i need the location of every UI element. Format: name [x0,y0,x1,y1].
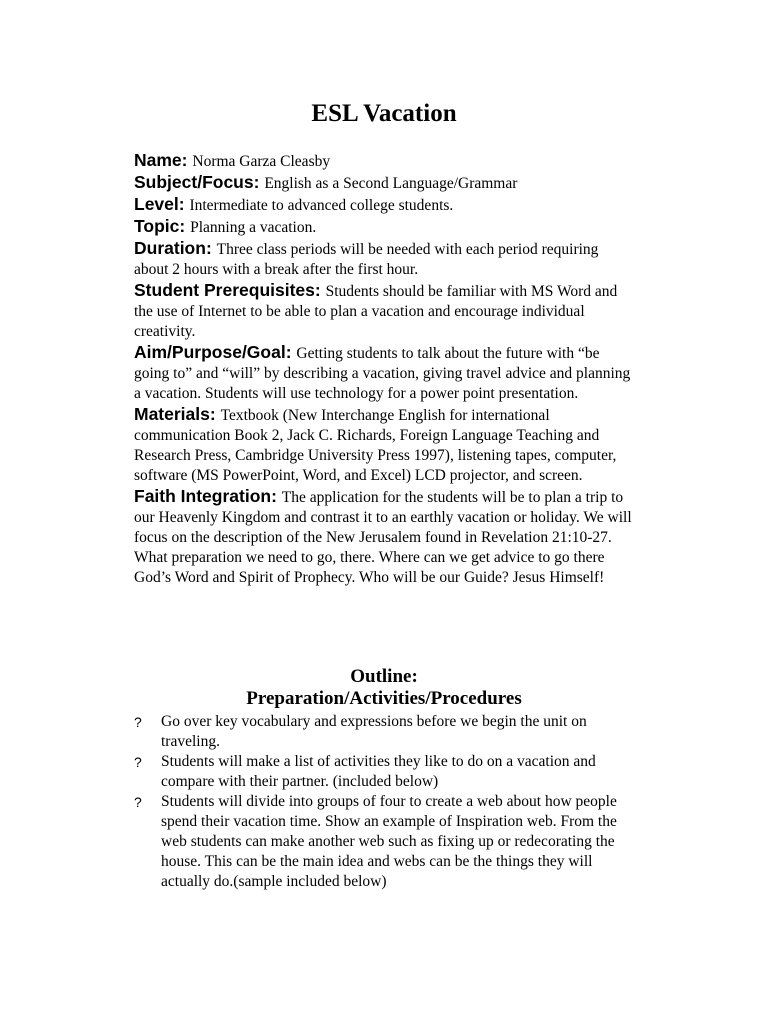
field-label: Duration: [134,238,212,258]
outline-subheading: Preparation/Activities/Procedures [246,688,522,709]
field-topic [134,216,634,238]
list-item [134,752,634,792]
outline-heading: Outline: [350,666,418,687]
field-label: Name: [134,150,188,170]
field-value: Students should be familiar with MS Word and the use of Internet to be able to plan a vacation and encourage individual creativity. [134,283,618,340]
field-subject-focus [134,172,634,194]
field-label: Subject/Focus: [134,172,260,192]
field-value: The application for the students will be to plan a trip to our Heavenly Kingdom and contrast it to an earthly vacation or holiday. We will focus on the description of the New Jerusalem found in Revelation 21:10-27. What preparation we need to go, there. Where can we get advice to go there God’s Word and Spirit of Prophecy. Who will be our Guide? Jesus Himself! [134,489,632,586]
field-value: Getting students to talk about the future with “be going to” and “will” by describing a vacation, giving travel advice and planning a vacation. Students will use technology for a power point presentation. [134,345,631,402]
list-item [134,792,634,892]
field-aim-purpose-goal [134,342,634,404]
outline-heading-block [0,666,768,710]
lesson-info [134,150,634,588]
field-value: English as a Second Language/Grammar [264,175,518,192]
list-item [134,712,634,752]
bullet-marker: ? [134,754,142,770]
list-item-text: Go over key vocabulary and expressions before we begin the unit on traveling. [161,713,587,750]
field-faith-integration [134,486,634,588]
field-name [134,150,634,172]
field-label: Faith Integration: [134,486,277,506]
bullet-marker: ? [134,794,142,810]
field-student-prerequisites [134,280,634,342]
field-value: Three class periods will be needed with each period requiring about 2 hours with a break after the first hour. [134,241,599,278]
field-label: Aim/Purpose/Goal: [134,342,292,362]
field-label: Level: [134,194,185,214]
field-value: Intermediate to advanced college students. [189,197,454,214]
field-value: Planning a vacation. [190,219,317,236]
field-label: Materials: [134,404,216,424]
list-item-text: Students will make a list of activities they like to do on a vacation and compare with their partner. (included below) [161,753,596,790]
field-level [134,194,634,216]
field-value: Textbook (New Interchange English for international communication Book 2, Jack C. Richards, Foreign Language Teaching and Research Press, Cambridge University Press 1997), listening tapes, computer, software (MS PowerPoint, Word, and Excel) LCD projector, and screen. [134,407,617,484]
document-title: ESL Vacation [311,100,457,127]
bullet-marker: ? [134,714,142,730]
field-materials [134,404,634,486]
procedures-list [134,712,634,892]
field-duration [134,238,634,280]
field-value: Norma Garza Cleasby [192,153,331,170]
field-label: Student Prerequisites: [134,280,321,300]
list-item-text: Students will divide into groups of four to create a web about how people spend their vacation time. Show an example of Inspiration web. From the web students can make another web such as fixing up or redecorating the house. This can be the main idea and webs can be the things they will actually do.(sample included below) [161,793,617,890]
field-label: Topic: [134,216,186,236]
